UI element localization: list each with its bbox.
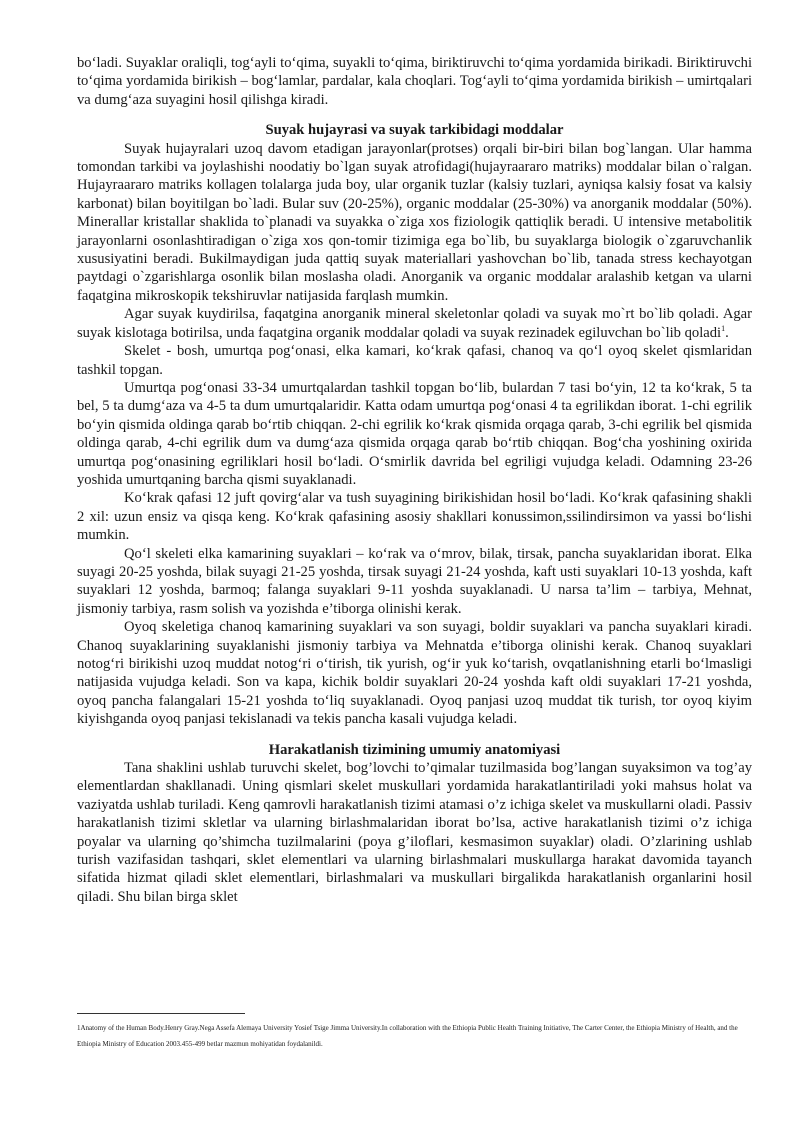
paragraph-arm-skeleton: Qo‘l skeleti elka kamarining suyaklari – ko‘rak va o‘mrov, bilak, tirsak, pancha suyaklaridan iborat. Elka suyagi 20-25 yoshda, bilak suyagi 21-25 yoshda, tirsak suyagi 21-24 yoshda, kaft usti suyaklari 10-13 yoshda, kaft suyaklari 12 yoshda, barmoq; falanga suyaklari 9-11 yoshda suyaklanadi. U narsa ta’lim – tarbiya, Mehnat, jismoniy tarbiya, rasm solish va yozishda e’tiborga olinishi kerak. [77, 545, 752, 617]
paragraph-spine: Umurtqa pog‘onasi 33-34 umurtqalardan tashkil topgan bo‘lib, bulardan 7 tasi bo‘yin, 12 ta ko‘krak, 5 ta bel, 5 ta dumg‘aza va 4-5 ta dum umurtqalaridir. Katta odam umurtqa pog‘onasi 4 ta egrilikdan iborat. 1-chi egrilik bo‘yin qismida oldinga qarab bo‘rtib chiqqan. 2-chi egrilik ko‘krak qismida orqaga qarab, 3-chi egrilik bel qismida oldinga qarab, 4-chi egrilik dum va dumg‘aza qismida orqaga qarab bo‘rtib chiqqan. Bog‘cha yoshining oxirida umurtqa pog‘onasining egriliklari hosil bo‘ladi. O‘smirlik davrida bel egriligi vujudga keladi. Odamning 23-26 yoshida umurtqaning barcha qismi suyaklanadi. [77, 379, 752, 488]
intro-paragraph: bo‘ladi. Suyaklar oraliqli, tog‘ayli to‘qima, suyakli to‘qima, biriktiruvchi to‘qima yordamida birikadi. Biriktiruvchi to‘qima yordamida birikish – bog‘lamlar, pardalar, kala choqlari. Tog‘ayli to‘qima yordamida birikish – umirtqalari va dumg‘aza suyagini hosil qilishga kiradi. [77, 55, 752, 108]
paragraph-end-mark: . [725, 324, 729, 341]
paragraph-bone-burning [77, 305, 752, 342]
paragraph-skeleton: Skelet - bosh, umurtqa pog‘onasi, elka kamari, ko‘krak qafasi, chanoq va qo‘l oyoq skelet qismlaridan tashkil topgan. [77, 343, 752, 378]
document-page [77, 54, 752, 906]
footnote-separator [77, 1013, 245, 1014]
paragraph-locomotion: Tana shaklini ushlab turuvchi skelet, bog’lovchi to’qimalar tuzilmasida bog’langan suyaksimon va tog’ay elementlardan shakllanadi. Uning qismlari skelet muskullari yordamida harakatlantiriladi yoki mahsus holat va vaziyatda ushlab turiladi. Keng qamrovli harakatlanish tizimi atamasi o’z ichiga skelet va muskullarni oladi. Passiv harakatlanish tizimi skletlar va ularning birlashmalaridan iborat bo’lsa, active harakatlanish tizimi o’z ichiga poyalar va ularning qo’shimcha tuzilmalarini (poya g’iloflari, kesmasimon suyaklar) oladi. O’zlarining ushlab turish vazifasidan tashqari, sklet elementlari va ularning birlashmalari muskullarga harakat davomida tayanch sifatida hizmat qiladi sklet elementlari, birlashmalari va muskullari birgalikda harakatlanish organlarini hosil qiladi. Shu bilan birga sklet [77, 760, 752, 905]
paragraph-ribcage: Ko‘krak qafasi 12 juft qovirg‘alar va tush suyagining birikishidan hosil bo‘ladi. Ko‘krak qafasining shakli 2 xil: uzun ensiz va qisqa keng. Ko‘krak qafasining asosiy shakllari konussimon,ssilindirsimon va yassi bo‘lishi mumkin. [77, 490, 752, 544]
section-heading-bone-cell: Suyak hujayrasi va suyak tarkibidagi moddalar [265, 122, 564, 139]
paragraph-leg-skeleton: Oyoq skeletiga chanoq kamarining suyaklari va son suyagi, boldir suyaklari va pancha suyaklari kiradi. Chanoq suyaklarining suyaklanishi jismoniy tarbiya va Mehnatda e’tiborga olinishi kerak. Chanoq suyaklari notog‘ri birikishi uzoq muddat notog‘ri o‘tirish, tik yurish, og‘ir yuk ko‘tarish, ovqatlanishning etarli bo‘lmasligi natijasida vujudga keladi. Son va kapa, kichik boldir suyaklari 20-24 yoshda kaft oldi suyaklari 17-21 yoshda, oyoq pancha falangalari 15-21 yoshda to‘liq suyaklanadi. Oyoq panjasi uzoq muddat tik turish, tor oyoq kiyim kiyishganda oyoq panjasi tekislanadi va tekis pancha kasali vujudga keladi. [77, 619, 752, 728]
footnote-reference[interactable]: 1 [721, 323, 726, 333]
paragraph-bone-cells: Suyak hujayralari uzoq davom etadigan jarayonlar(protses) orqali bir-biri bilan bog`langan. Ular hamma tomondan tarkibi va joylashishi noodatiy bo`lgan suyak atrofidagi(hujayraararo matriks) moddalar bilan o`ralgan. Hujayraararo matriks kollagen tolalarga juda boy, ular organik tuzlar (kalsiy tuzlari, ayniqsa kalsiy fosat va kalsiy karbonat) bilan boyitilgan bo`ladi. Bular suv (20-25%), organic moddalar (25-30%) va anorganik moddalar (50%). Minerallar kristallar shaklida to`planadi va suyakka o`ziga xos fiziologik qattiqlik beradi. U intensive metabolitik jarayonlarni osonlashtiradigan o`ziga xos qon-tomir tizimiga ega bo`lib, bu suyaklarga biologik o`zgaruvchanlik xususiyatini beradi. Bukilmaydigan juda qattiq suyak materiallari yashovchan bo`lib, tanada stress kechayotgan paytdagi o`zgarishlarga osonlik bilan moslasha oladi. Anorganik va organic moddalar aralashib ketgan va ularni faqatgina mikroskopik tekshiruvlar natijasida farqlash mumkin. [77, 140, 752, 304]
footnote: 1Anatomy of the Human Body.Henry Gray.Nega Assefa Alemaya University Yosief Tsige Jimma University.In collaboration with the Ethiopia Public Health Training Initiative, The Carter Center, the Ethiopia Ministry of Health, and the Ethiopia Ministry of Education 2003.455-499 betlar mazmun mohiyatidan foydalanildi. [77, 1024, 738, 1048]
section-heading-locomotion: Harakatlanish tizimining umumiy anatomiyasi [268, 741, 561, 758]
paragraph-bone-burning-text: Agar suyak kuydirilsa, faqatgina anorganik mineral skeletonlar qoladi va suyak mo`rt bo`lib qoladi. Agar suyak kislotaga botirilsa, unda faqatgina organik moddalar qoladi va suyak rezinadek egiluvchan bo`lib qoladi [77, 306, 752, 341]
